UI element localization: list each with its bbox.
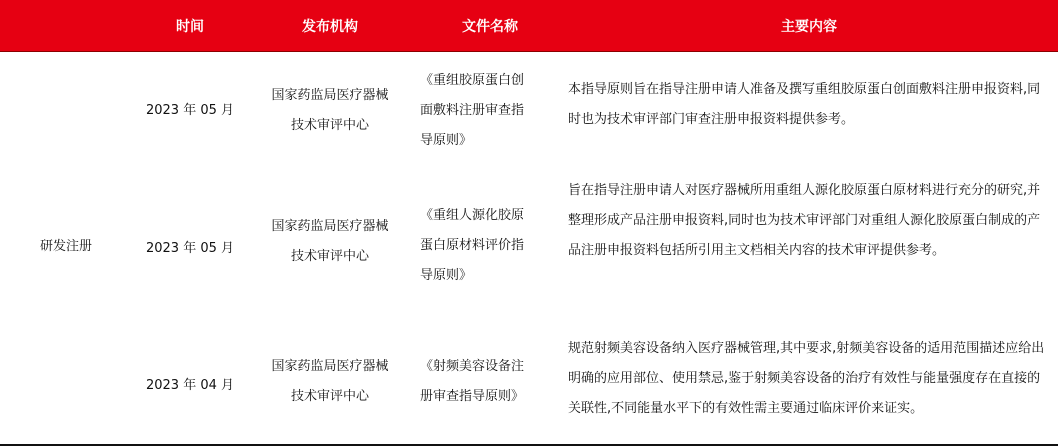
row-1-content: 本指导原则旨在指导注册申请人准备及撰写重组胶原蛋白创面敷料注册申报资料,同时也为技术审评部门审查注册申报资料提供参考。 [568, 82, 1041, 127]
table-header [0, 0, 1058, 52]
bottom-rule [0, 444, 1058, 446]
row-3-time: 2023 年 04 月 [145, 378, 235, 393]
header-time: 时间 [176, 19, 204, 35]
row-2-doc: 《重组人源化胶原 蛋白原材料评价指 导原则》 [420, 208, 525, 283]
category-cell: 研发注册 [39, 239, 92, 254]
row-3-content: 规范射频美容设备纳入医疗器械管理,其中要求,射频美容设备的适用范围描述应给出明确的应用部位、使用禁忌,鉴于射频美容设备的治疗有效性与能量强度存在直接的关联性,不同能量水平下的有效性需主要通过临床评价来证实。 [568, 341, 1045, 416]
row-2-content: 旨在指导注册申请人对医疗器械所用重组人源化胶原蛋白原材料进行充分的研究,并整理形成产品注册申报资料,同时也为技术审评部门对重组人源化胶原蛋白制成的产品注册申报资料包括所引用主文档相关内容的技术审评提供参考。 [568, 183, 1041, 258]
header-org: 发布机构 [302, 19, 358, 35]
row-3-doc: 《射频美容设备注 册审查指导原则》 [420, 359, 525, 404]
row-3-org: 国家药监局医疗器械 技术审评中心 [271, 359, 389, 404]
row-1-time: 2023 年 05 月 [145, 103, 235, 118]
header-doc: 文件名称 [462, 19, 518, 35]
header-content: 主要内容 [781, 19, 837, 35]
row-1-doc: 《重组胶原蛋白创 面敷料注册审查指 导原则》 [420, 73, 525, 148]
row-2-time: 2023 年 05 月 [145, 241, 235, 256]
row-2-org: 国家药监局医疗器械 技术审评中心 [271, 219, 389, 264]
row-1-org: 国家药监局医疗器械 技术审评中心 [271, 88, 389, 133]
